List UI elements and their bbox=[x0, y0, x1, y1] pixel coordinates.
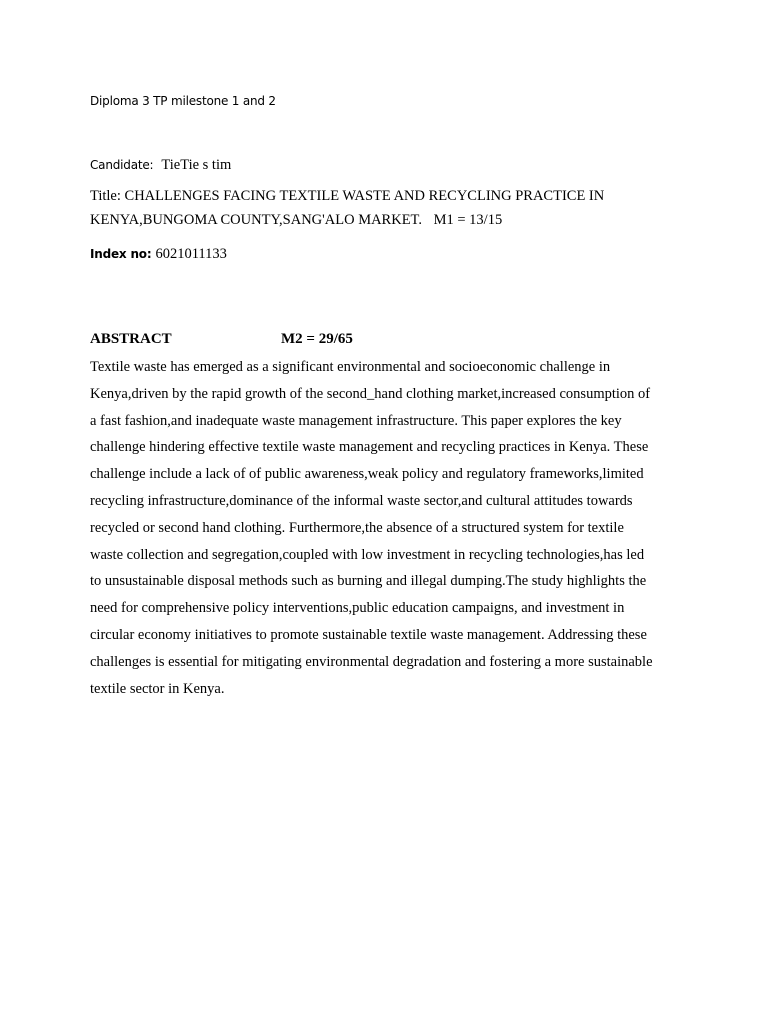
title-text-1: CHALLENGES FACING TEXTILE WASTE AND RECYCLING PRACTICE IN bbox=[124, 188, 605, 204]
document-header: Diploma 3 TP milestone 1 and 2 bbox=[90, 94, 276, 108]
title-line-2 bbox=[90, 212, 502, 229]
abstract-mark: M2 = 29/65 bbox=[281, 331, 353, 347]
abstract-line: recycling infrastructure,dominance of the informal waste sector,and cultural attitudes towards bbox=[90, 492, 633, 509]
abstract-line: recycled or second hand clothing. Furthermore,the absence of a structured system for textile bbox=[90, 519, 624, 536]
abstract-line: Textile waste has emerged as a significant environmental and socioeconomic challenge in bbox=[90, 359, 611, 375]
index-line bbox=[90, 245, 227, 263]
abstract-line: challenge include a lack of of public awareness,weak policy and regulatory frameworks,limited bbox=[90, 466, 644, 483]
abstract-line: need for comprehensive policy interventions,public education campaigns, and investment in bbox=[90, 600, 625, 617]
title-line-1 bbox=[90, 188, 604, 205]
abstract-heading-line bbox=[90, 331, 353, 348]
abstract-line: circular economy initiatives to promote sustainable textile waste management. Addressing these bbox=[90, 626, 647, 643]
abstract-line: waste collection and segregation,coupled with low investment in recycling technologies,has led bbox=[90, 546, 645, 563]
title-mark: M1 = 13/15 bbox=[433, 212, 503, 228]
title-label: Title: bbox=[90, 188, 121, 204]
abstract-line: textile sector in Kenya. bbox=[90, 680, 225, 697]
abstract-line: Kenya,driven by the rapid growth of the second_hand clothing market,increased consumption of bbox=[90, 385, 651, 402]
abstract-body bbox=[90, 354, 690, 702]
abstract-line: a fast fashion,and inadequate waste management infrastructure. This paper explores the key bbox=[90, 412, 622, 429]
candidate-name: TieTie s tim bbox=[161, 157, 232, 173]
title-text-2: KENYA,BUNGOMA COUNTY,SANG'ALO MARKET. bbox=[90, 212, 422, 228]
candidate-label: Candidate: bbox=[90, 158, 154, 172]
index-value: 6021011133 bbox=[155, 246, 227, 262]
candidate-line bbox=[90, 156, 231, 174]
abstract-line: challenges is essential for mitigating environmental degradation and fostering a more sustainable bbox=[90, 653, 653, 670]
abstract-line: to unsustainable disposal methods such as burning and illegal dumping.The study highlights the bbox=[90, 573, 647, 590]
abstract-line: challenge hindering effective textile waste management and recycling practices in Kenya. These bbox=[90, 439, 649, 456]
index-label: Index no: bbox=[90, 247, 152, 261]
abstract-heading: ABSTRACT bbox=[90, 331, 172, 347]
